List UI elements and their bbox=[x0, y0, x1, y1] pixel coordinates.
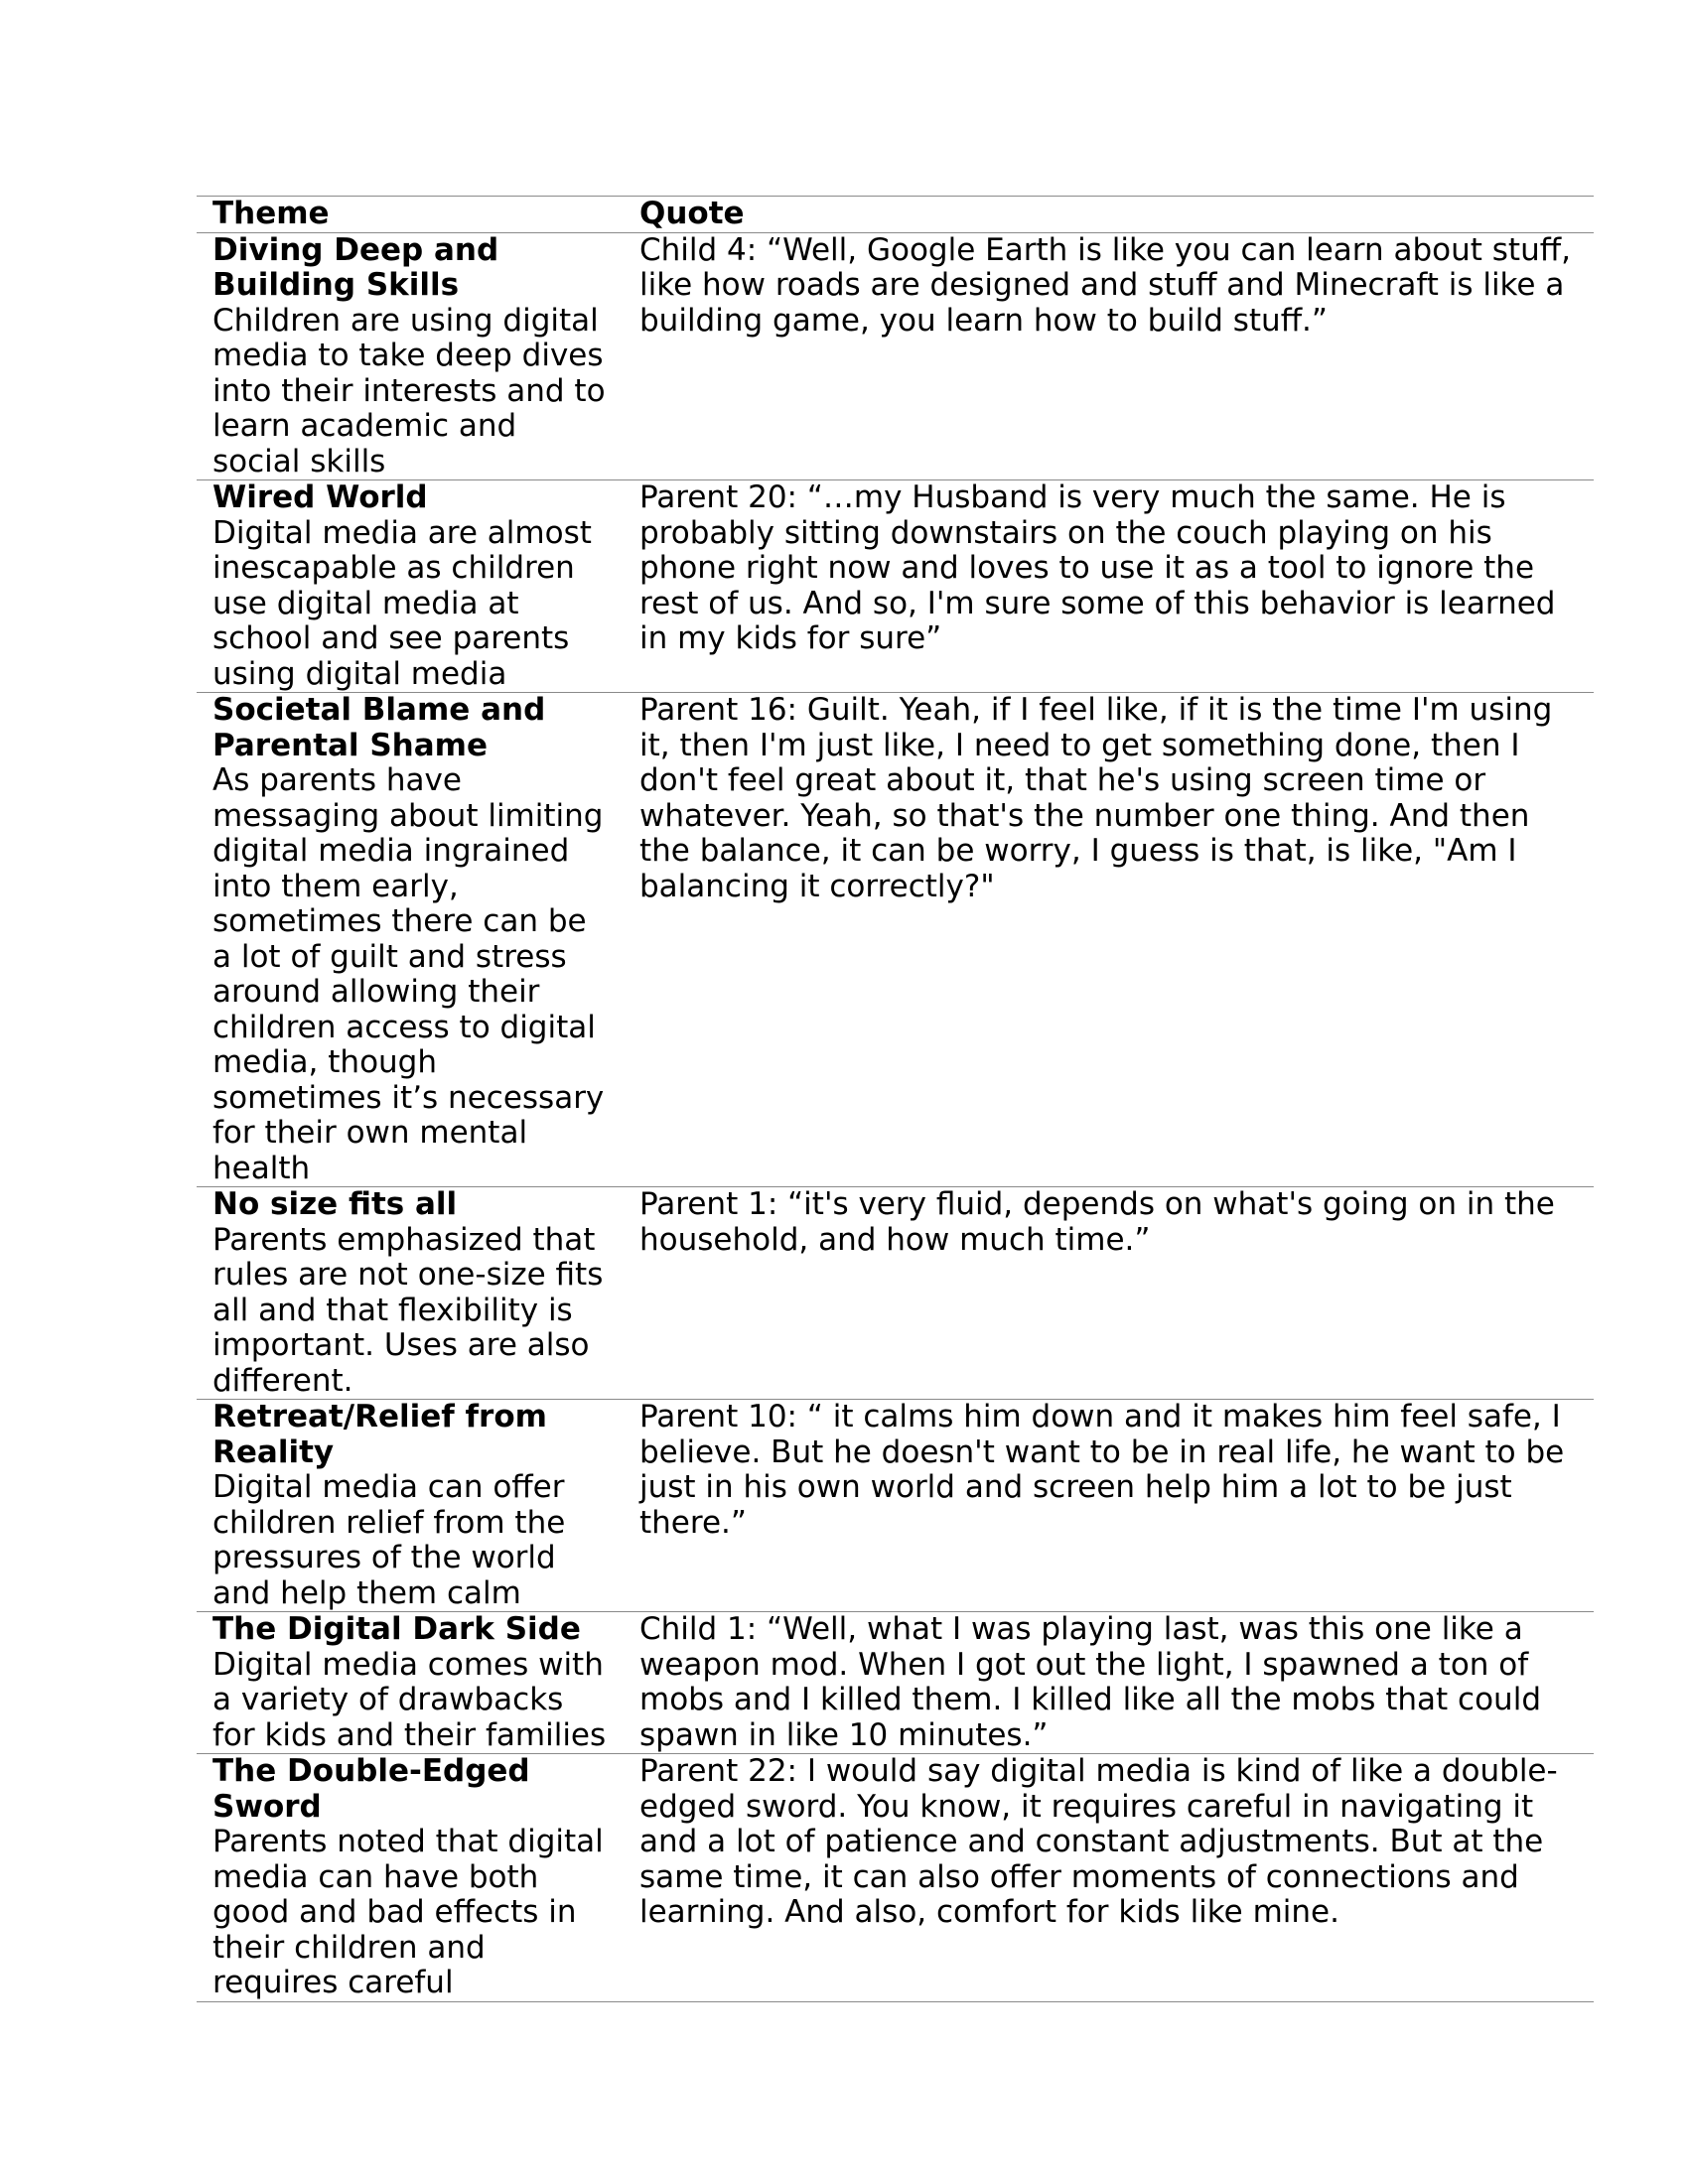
theme-title: The Digital Dark Side bbox=[212, 1611, 581, 1647]
table-row bbox=[197, 1754, 1594, 2002]
theme-description: Digital media are almost inescapable as children use digital media at school and see parents using digital media bbox=[212, 514, 592, 692]
table-row bbox=[197, 693, 1594, 1187]
document-page bbox=[197, 196, 1594, 2002]
quote-cell bbox=[624, 1400, 1594, 1612]
quote-text: Parent 16: Guilt. Yeah, if I feel like, if it is the time I'm using it, then I'm just like, I need to get something done, then I don't feel great about it, that he's using screen time or whatever. Yeah, so that's the number one thing. And then the balance, it can be worry, I guess is that, is like, "Am I balancing it correctly?" bbox=[639, 692, 1553, 904]
theme-cell bbox=[197, 1754, 624, 2002]
theme-title: Retreat/Relief from Reality bbox=[212, 1399, 547, 1470]
quote-cell bbox=[624, 232, 1594, 480]
quote-text: Parent 20: “…my Husband is very much the same. He is probably sitting downstairs on the couch playing on his phone right now and loves to use it as a tool to ignore the rest of us. And so, I'm sure some of this behavior is learned in my kids for sure” bbox=[639, 479, 1556, 656]
quote-cell bbox=[624, 1754, 1594, 2002]
theme-description: Parents emphasized that rules are not one-size fits all and that flexibility is important. Uses are also different. bbox=[212, 1221, 604, 1399]
theme-title: Wired World bbox=[212, 479, 428, 515]
theme-cell bbox=[197, 1612, 624, 1754]
quote-cell bbox=[624, 693, 1594, 1187]
quote-cell bbox=[624, 480, 1594, 693]
table-row bbox=[197, 1612, 1594, 1754]
quote-text: Parent 1: “it's very fluid, depends on what's going on in the household, and how much time.” bbox=[639, 1186, 1555, 1258]
theme-description: Digital media can offer children relief from the pressures of the world and help them calm bbox=[212, 1469, 566, 1611]
theme-description: Parents noted that digital media can have both good and bad effects in their children and requires careful bbox=[212, 1824, 604, 2000]
table-row bbox=[197, 1187, 1594, 1400]
themes-quotes-table bbox=[197, 196, 1594, 2002]
theme-title: Societal Blame and Parental Shame bbox=[212, 692, 546, 763]
table-header-row bbox=[197, 197, 1594, 233]
theme-description: Children are using digital media to take deep dives into their interests and to learn academic and social skills bbox=[212, 302, 606, 479]
theme-title: No size fits all bbox=[212, 1186, 458, 1222]
header-theme: Theme bbox=[197, 197, 624, 233]
theme-title: The Double-Edged Sword bbox=[212, 1753, 530, 1825]
header-quote: Quote bbox=[624, 197, 1594, 233]
theme-title: Diving Deep and Building Skills bbox=[212, 231, 499, 303]
quote-text: Child 4: “Well, Google Earth is like you can learn about stuff, like how roads are designed and stuff and Minecraft is like a building game, you learn how to build stuff.” bbox=[639, 231, 1571, 339]
theme-cell bbox=[197, 232, 624, 480]
table-row bbox=[197, 232, 1594, 480]
quote-text: Parent 10: “ it calms him down and it makes him feel safe, I believe. But he doesn't want to be in real life, he want to be just in his own world and screen help him a lot to be just there.” bbox=[639, 1399, 1565, 1541]
theme-cell bbox=[197, 1187, 624, 1400]
quote-text: Parent 22: I would say digital media is kind of like a double-edged sword. You know, it requires careful in navigating it and a lot of patience and constant adjustments. But at the same time, it can also offer moments of connections and learning. And also, comfort for kids like mine. bbox=[639, 1753, 1558, 1930]
table-row bbox=[197, 1400, 1594, 1612]
quote-text: Child 1: “Well, what I was playing last, was this one like a weapon mod. When I got out the light, I spawned a ton of mobs and I killed them. I killed like all the mobs that could spawn in like 10 minutes.” bbox=[639, 1611, 1541, 1753]
quote-cell bbox=[624, 1187, 1594, 1400]
quote-cell bbox=[624, 1612, 1594, 1754]
theme-description: As parents have messaging about limiting digital media ingrained into them early, sometimes there can be a lot of guilt and stress around allowing their children access to digital media, though sometimes it’s necessary for their own mental health bbox=[212, 762, 605, 1186]
theme-cell bbox=[197, 693, 624, 1187]
theme-cell bbox=[197, 480, 624, 693]
table-row bbox=[197, 480, 1594, 693]
theme-description: Digital media comes with a variety of drawbacks for kids and their families bbox=[212, 1646, 607, 1753]
theme-cell bbox=[197, 1400, 624, 1612]
